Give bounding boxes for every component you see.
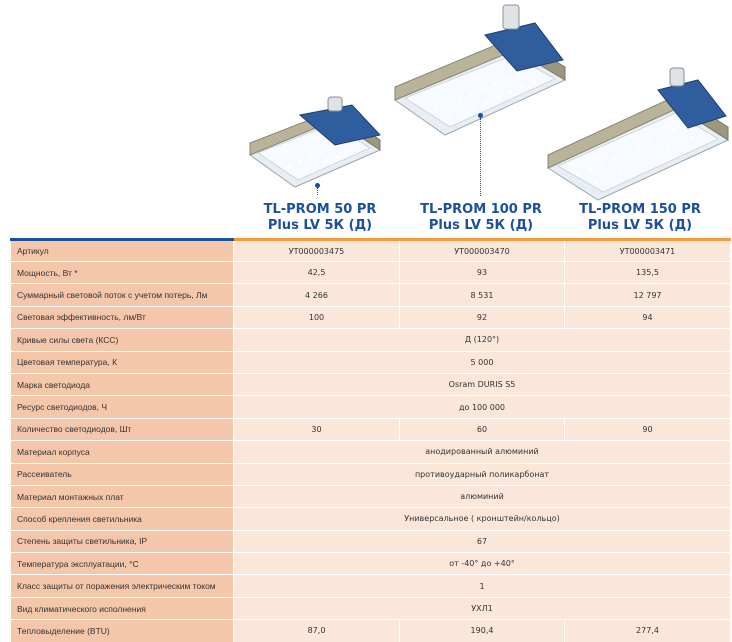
spec-value: 60 (400, 418, 565, 440)
spec-value-merged: противоударный поликарбонат (234, 463, 731, 485)
spec-label: Ресурс светодиодов, Ч (11, 396, 234, 418)
spec-value-merged: Универсальное ( кронштейн/кольцо) (234, 508, 731, 530)
spec-value: 87,0 (234, 620, 400, 642)
spec-value: 4 266 (234, 284, 400, 306)
spec-label: Суммарный световой поток с учетом потерь, Лм (11, 284, 234, 306)
spec-row (11, 463, 731, 485)
spec-label: Рассеиватель (11, 463, 234, 485)
product-name (548, 202, 732, 234)
spec-value-merged: алюминий (234, 485, 731, 507)
spec-label: Вид климатического исполнения (11, 597, 234, 619)
spec-label: Степень защиты светильника, IP (11, 530, 234, 552)
spec-label: Мощность, Вт * (11, 262, 234, 284)
spec-row (11, 240, 731, 262)
specs-table (10, 238, 731, 642)
spec-row (11, 553, 731, 575)
spec-label: Артикул (11, 240, 234, 262)
spec-value: 42,5 (234, 262, 400, 284)
spec-value: 277,4 (565, 620, 731, 642)
products-header (0, 0, 732, 238)
product-50 (240, 95, 400, 235)
spec-row (11, 284, 731, 306)
spec-label: Количество светодиодов, Шт (11, 418, 234, 440)
spec-value-merged: Д (120°) (234, 329, 731, 351)
luminaire-50-image (240, 95, 390, 190)
spec-row (11, 620, 731, 642)
spec-row (11, 396, 731, 418)
spec-value: УТ000003471 (565, 240, 731, 262)
spec-value-merged: 5 000 (234, 351, 731, 373)
luminaire-100-image (395, 5, 570, 145)
product-name-line2: Plus LV 5К (Д) (267, 218, 373, 233)
product-name-line1: TL-PROM 150 PR (579, 202, 701, 217)
spec-row (11, 306, 731, 328)
spec-row (11, 597, 731, 619)
spec-label: Материал корпуса (11, 441, 234, 463)
pointer-line (317, 187, 318, 195)
spec-row (11, 508, 731, 530)
spec-row (11, 418, 731, 440)
spec-value: УТ000003470 (400, 240, 565, 262)
spec-label: Температура эксплуатации, °С (11, 553, 234, 575)
spec-value-merged: 1 (234, 575, 731, 597)
spec-row (11, 262, 731, 284)
spec-value: 94 (565, 306, 731, 328)
spec-row (11, 530, 731, 552)
spec-label: Класс защиты от поражения электрическим током (11, 575, 234, 597)
spec-value: 93 (400, 262, 565, 284)
spec-label: Световая эффективность, лм/Вт (11, 306, 234, 328)
spec-value: 100 (234, 306, 400, 328)
spec-row (11, 441, 731, 463)
spec-label: Способ крепления светильника (11, 508, 234, 530)
product-name-line2: Plus LV 5К (Д) (428, 218, 534, 233)
product-150 (548, 68, 732, 238)
spec-value: 135,5 (565, 262, 731, 284)
spec-label: Тепловыделение (BTU) (11, 620, 234, 642)
spec-value-merged: до 100 000 (234, 396, 731, 418)
spec-value: 92 (400, 306, 565, 328)
spec-label: Кривые силы света (КСС) (11, 329, 234, 351)
spec-row (11, 485, 731, 507)
spec-row (11, 373, 731, 395)
spec-value: 30 (234, 418, 400, 440)
spec-value-merged: Osram DURIS S5 (234, 373, 731, 395)
pointer-line (480, 118, 481, 196)
product-name-line1: TL-PROM 100 PR (420, 202, 542, 217)
spec-value-merged: УХЛ1 (234, 597, 731, 619)
spec-label: Материал монтажных плат (11, 485, 234, 507)
spec-value: 90 (565, 418, 731, 440)
product-name (240, 202, 400, 234)
spec-value-merged: от -40° до +40° (234, 553, 731, 575)
spec-value: УТ000003475 (234, 240, 400, 262)
spec-row (11, 329, 731, 351)
spec-value-merged: 67 (234, 530, 731, 552)
spec-value: 12 797 (565, 284, 731, 306)
product-name (391, 202, 571, 234)
spec-row (11, 351, 731, 373)
luminaire-150-image (548, 68, 728, 193)
spec-value-merged: анодированный алюминий (234, 441, 731, 463)
spec-label: Марка светодиода (11, 373, 234, 395)
product-name-line1: TL-PROM 50 PR (263, 202, 377, 217)
product-name-line2: Plus LV 5К (Д) (587, 218, 693, 233)
spec-value: 190,4 (400, 620, 565, 642)
spec-row (11, 575, 731, 597)
spec-label: Цветовая температура, К (11, 351, 234, 373)
spec-value: 8 531 (400, 284, 565, 306)
specs-table-body (11, 240, 731, 642)
